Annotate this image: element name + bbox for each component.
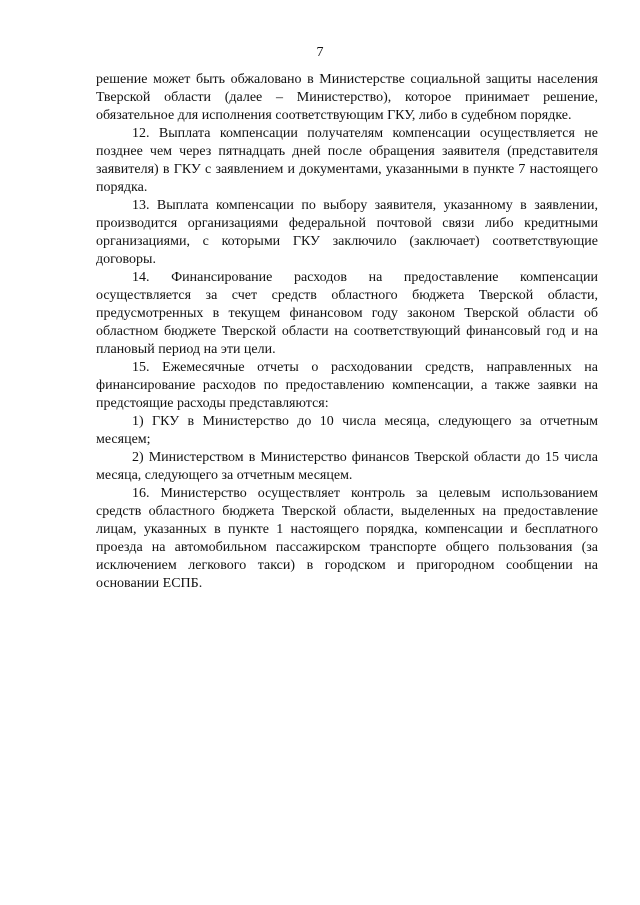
paragraph-item-16: 16. Министерство осуществляет контроль за целевым использованием средств областного бюджета Тверской области, выделенных на предоставление лицам, указанных в пункте 1 настоящего порядка, компенсации и бесплатного проезда на автомобильном пассажирском транспорте общего пользования (за исключением легкового такси) в городском и пригородном сообщении на основании ЕСПБ. bbox=[96, 486, 598, 591]
paragraph-item-14: 14. Финансирование расходов на предоставление компенсации осуществляется за счет средств областного бюджета Тверской области, предусмотренных в текущем финансовом году законом Тверской области об областном бюджете Тверской области на соответствующий финансовый год и на плановый период на эти цели. bbox=[96, 270, 598, 357]
paragraph-subitem-2: 2) Министерством в Министерство финансов Тверской области до 15 числа месяца, следующего за отчетным месяцем. bbox=[96, 450, 598, 483]
page-number: 7 bbox=[316, 45, 324, 60]
paragraph-item-15: 15. Ежемесячные отчеты о расходовании средств, направленных на финансирование расходов по предоставлению компенсации, а также заявки на предстоящие расходы представляются: bbox=[96, 360, 598, 411]
paragraph-continuation: решение может быть обжаловано в Министерстве социальной защиты населения Тверской области (далее – Министерство), которое принимает решение, обязательное для исполнения соответствующим ГКУ, либо в судебном порядке. bbox=[96, 72, 598, 123]
paragraph-item-12: 12. Выплата компенсации получателям компенсации осуществляется не позднее чем через пятнадцать дней после обращения заявителя (представителя заявителя) в ГКУ с заявлением и документами, указанными в пункте 7 настоящего порядка. bbox=[96, 126, 598, 195]
paragraph-item-13: 13. Выплата компенсации по выбору заявителя, указанному в заявлении, производится организациями федеральной почтовой связи либо кредитными организациями, с которыми ГКУ заключило (заключает) соответствующие договоры. bbox=[96, 198, 598, 267]
paragraph-subitem-1: 1) ГКУ в Министерство до 10 числа месяца, следующего за отчетным месяцем; bbox=[96, 414, 598, 447]
document-body bbox=[96, 71, 598, 593]
